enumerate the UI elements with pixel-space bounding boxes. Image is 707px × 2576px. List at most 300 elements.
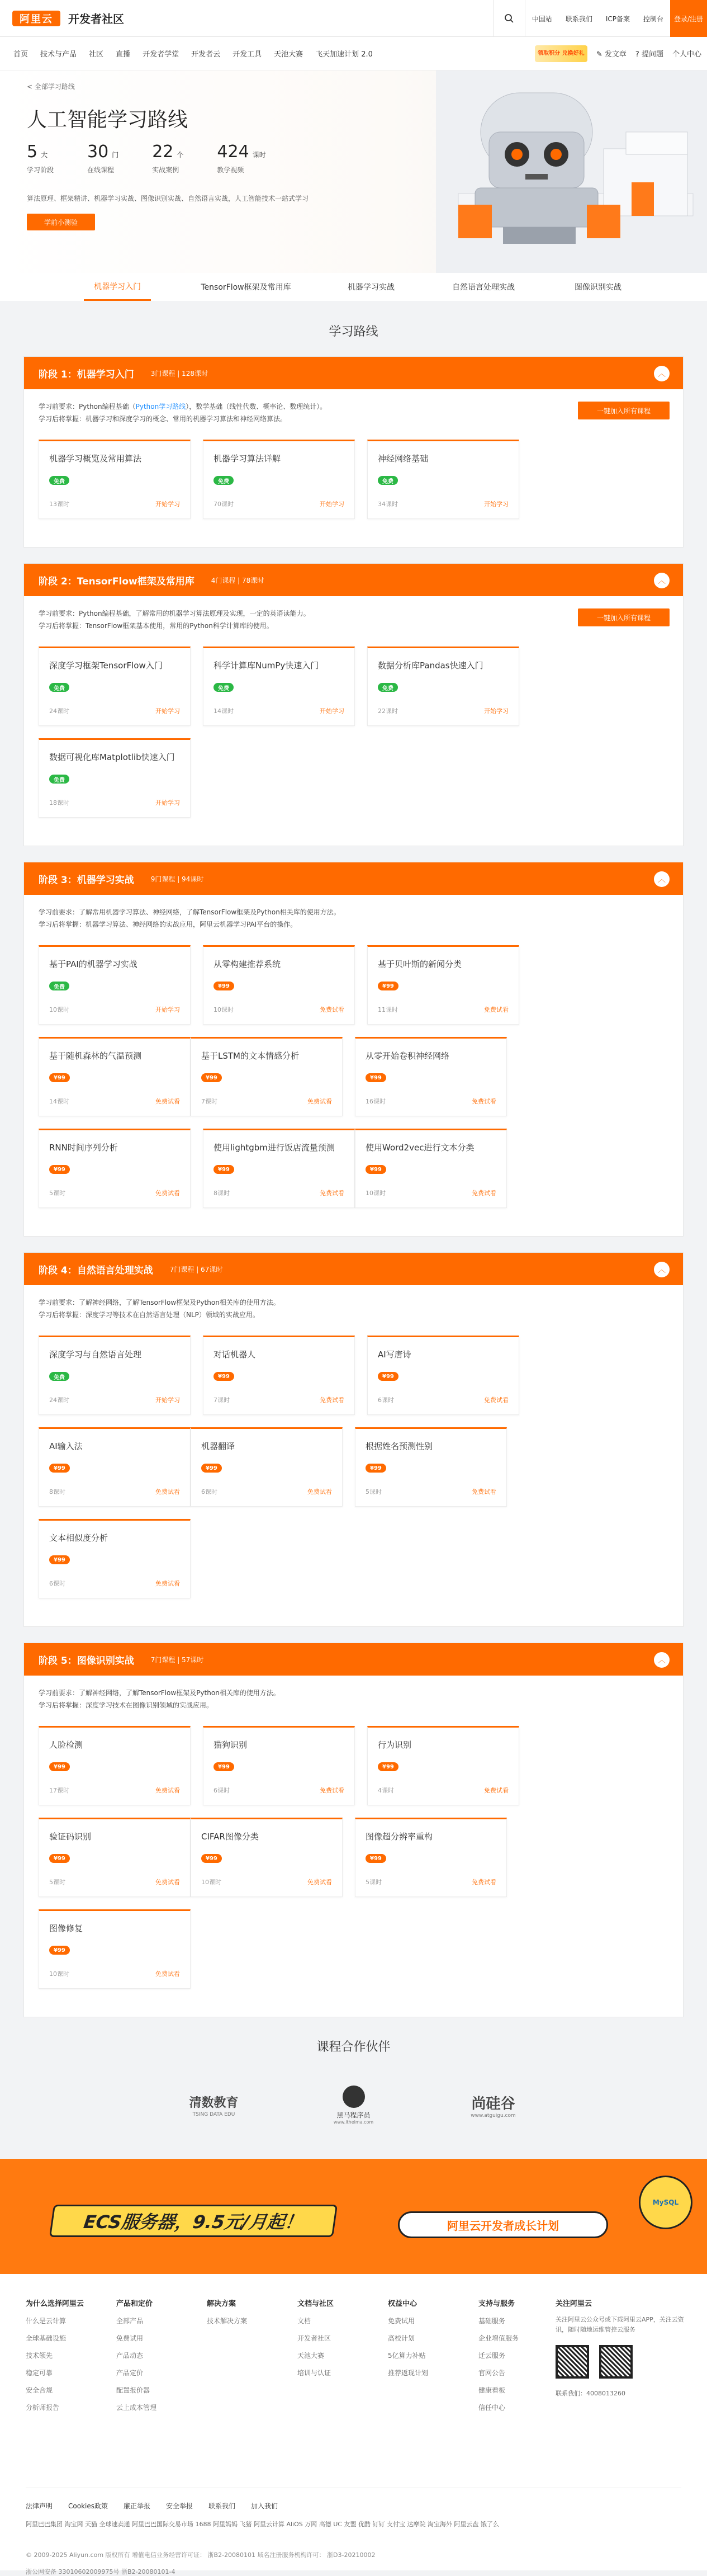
course-hours: 70课时 [213, 501, 234, 508]
price-badge: ¥99 [49, 1464, 70, 1473]
course-action-link[interactable]: 免费试看 [472, 1098, 496, 1105]
quiz-button[interactable]: 学前小测验 [27, 214, 95, 230]
course-action-link[interactable]: 开始学习 [155, 1396, 180, 1404]
stage-name: 阶段 4：自然语言处理实战 [39, 1265, 153, 1276]
course-hours: 5课时 [366, 1488, 382, 1495]
nav-item-live[interactable]: 直播 [116, 50, 131, 59]
course-card[interactable] [39, 1909, 191, 1989]
nav-item-feitian[interactable]: 飞天加速计划 2.0 [315, 50, 373, 59]
stage-body [24, 1676, 683, 2017]
stage-prerequisite: 学习前要求：Python编程基础，了解常用的机器学习算法原理及实现，一定的英语读能力。 [39, 610, 310, 617]
course-hours: 13课时 [49, 501, 69, 508]
main-nav [0, 37, 707, 70]
footer-link[interactable]: 企业增值服务 [478, 2334, 519, 2342]
nav-item-tools[interactable]: 开发工具 [232, 50, 262, 59]
course-hours: 18课时 [49, 799, 69, 806]
course-card[interactable] [39, 945, 191, 1025]
course-title[interactable]: 根据姓名预测性别 [366, 1441, 433, 1451]
points-promo[interactable]: 领取积分 兑换好礼 [535, 45, 587, 62]
course-card[interactable] [355, 1037, 507, 1116]
course-title[interactable]: 科学计算库NumPy快速入门 [213, 660, 319, 671]
footer-column-title: 权益中心 [388, 2300, 417, 2308]
course-hours: 6课时 [378, 1396, 394, 1404]
footer-link-contact[interactable]: 联系我们 [208, 2502, 236, 2510]
course-hours: 14课时 [49, 1098, 69, 1105]
partners [0, 2083, 707, 2127]
footer-column-title: 为什么选择阿里云 [26, 2300, 84, 2308]
course-action-link[interactable]: 免费试看 [320, 1787, 344, 1794]
stage-meta: 7门课程 | 57课时 [150, 1655, 204, 1664]
footer-column [207, 2297, 276, 2420]
footer-link[interactable]: 分析师报告 [26, 2404, 60, 2412]
course-card[interactable] [39, 1427, 191, 1507]
course-title[interactable]: AI写唐诗 [378, 1350, 411, 1360]
price-badge: ¥99 [49, 1555, 70, 1564]
search-icon[interactable] [494, 0, 525, 37]
footer-link[interactable]: 5亿算力补贴 [388, 2352, 426, 2360]
footer-link[interactable]: 产品动态 [116, 2352, 144, 2360]
login-button[interactable]: 登录/注册 [670, 0, 707, 37]
course-action-link[interactable]: 免费试看 [307, 1098, 332, 1105]
footer-copyright: © 2009-2025 Aliyun.com 版权所有 增值电信业务经营许可证： 浙B2-20080101 域名注册服务机构许可： 浙D3-20210002 [26, 2551, 376, 2559]
footer-link-security[interactable]: 安全举报 [166, 2502, 193, 2510]
banner-growth-text: 阿里云开发者成长计划 [398, 2211, 608, 2238]
course-card[interactable] [39, 647, 191, 726]
course-hours: 14课时 [213, 707, 234, 715]
course-title[interactable]: 机器翻译 [201, 1441, 235, 1451]
course-hours: 22课时 [378, 707, 398, 715]
footer-bottom-links [26, 2501, 293, 2511]
price-badge: 免费 [49, 683, 69, 692]
stage-1 [23, 356, 684, 548]
price-badge: ¥99 [366, 1165, 386, 1174]
course-action-link[interactable]: 开始学习 [155, 799, 180, 806]
course-title[interactable]: 基于随机森林的气温预测 [49, 1051, 142, 1061]
nav-item-community[interactable]: 社区 [89, 50, 104, 59]
tab-nlp[interactable]: 自然语言处理实战 [452, 283, 515, 292]
course-hours: 8课时 [213, 1190, 230, 1197]
nav-item-tianchi[interactable]: 天池大赛 [274, 50, 303, 59]
course-action-link[interactable]: 开始学习 [320, 501, 344, 508]
course-action-link[interactable]: 免费试看 [320, 1006, 344, 1013]
price-badge: ¥99 [366, 1854, 386, 1863]
site-name: 开发者社区 [68, 12, 124, 26]
course-card[interactable] [355, 1427, 507, 1507]
top-link-contact[interactable]: 联系我们 [565, 15, 592, 23]
stage-prerequisite: 学习前要求：了解神经网络，了解TensorFlow框架及Python相关库的使用方法。 [39, 1299, 280, 1306]
footer [0, 2274, 707, 2575]
stage-name: 阶段 1：机器学习入门 [39, 369, 134, 380]
banner-mysql-tag: MySQL [639, 2176, 692, 2229]
price-badge: 免费 [49, 982, 69, 990]
footer-link[interactable]: 官网公告 [478, 2369, 506, 2377]
course-action-link[interactable]: 免费试看 [320, 1190, 344, 1197]
tab-ml-practice[interactable]: 机器学习实战 [348, 283, 395, 292]
course-hours: 5课时 [49, 1879, 65, 1886]
course-action-link[interactable]: 免费试看 [307, 1488, 332, 1495]
footer-link[interactable]: 技术领先 [26, 2352, 53, 2360]
course-action-link[interactable]: 开始学习 [484, 707, 509, 715]
footer-link[interactable]: 培训与认证 [297, 2369, 331, 2377]
stage-prerequisite: 学习前要求：了解神经网络，了解TensorFlow框架及Python相关库的使用方法。 [39, 1689, 280, 1697]
ask-question-button[interactable]: ? 提问题 [635, 50, 663, 59]
course-title[interactable]: 图像修复 [49, 1923, 83, 1933]
stage-header[interactable] [24, 1253, 683, 1285]
course-card[interactable] [191, 1037, 343, 1116]
stage-name: 阶段 5：图像识别实战 [39, 1655, 134, 1667]
course-action-link[interactable]: 开始学习 [155, 501, 180, 508]
stage-outcome: 学习后将掌握：TensorFlow框架基本使用，常用的Python科学计算库的使用。 [39, 622, 273, 630]
price-badge: 免费 [49, 1372, 69, 1381]
course-action-link[interactable]: 免费试看 [484, 1396, 509, 1404]
course-card[interactable] [191, 1818, 343, 1897]
stage-meta: 9门课程 | 94课时 [150, 875, 204, 883]
course-action-link[interactable]: 免费试看 [484, 1787, 509, 1794]
collapse-chevron-up-icon[interactable]: ︿ [654, 1262, 670, 1277]
stage-body [24, 389, 683, 547]
course-card[interactable] [39, 1519, 191, 1598]
course-hours: 10课时 [49, 1006, 69, 1013]
course-action-link[interactable]: 免费试看 [155, 1879, 180, 1886]
course-grid [39, 1726, 668, 2001]
stage-outcome: 学习后将掌握：深度学习技术在图像识别领域的实战应用。 [39, 1701, 213, 1709]
stage-meta: 3门课程 | 128课时 [150, 369, 208, 378]
price-badge: 免费 [213, 476, 234, 485]
itheima-logo-icon [343, 2086, 365, 2108]
course-action-link[interactable]: 免费试看 [472, 1190, 496, 1197]
footer-link[interactable]: 全球基础设施 [26, 2334, 67, 2342]
write-article-label: 发文章 [604, 50, 627, 59]
course-card[interactable] [191, 1427, 343, 1507]
course-action-link[interactable]: 免费试看 [472, 1879, 496, 1886]
course-hours: 5课时 [366, 1879, 382, 1886]
hero-stats [27, 142, 300, 174]
course-title[interactable]: 深度学习与自然语言处理 [49, 1350, 142, 1360]
footer-link-integrity[interactable]: 廉正举报 [124, 2502, 151, 2510]
course-card[interactable] [203, 647, 355, 726]
footer-link[interactable]: 什么是云计算 [26, 2317, 67, 2325]
footer-link[interactable]: 安全合规 [26, 2386, 53, 2394]
footer-column [297, 2297, 367, 2420]
course-hours: 24课时 [49, 707, 69, 715]
stage-5 [23, 1643, 684, 2017]
tab-tensorflow[interactable]: TensorFlow框架及常用库 [201, 283, 291, 292]
course-card[interactable] [203, 1129, 355, 1208]
ask-question-label: 提问题 [641, 50, 663, 59]
course-action-link[interactable]: 免费试看 [320, 1396, 344, 1404]
footer-follow: 关注阿里云 关注阿里云公众号或下载阿里云APP，关注云资讯，随时随地运维管控云服务 联系我们：4008013260 [556, 2297, 690, 2398]
footer-column-title: 解决方案 [207, 2300, 236, 2308]
stage-meta: 4门课程 | 78课时 [211, 576, 264, 584]
footer-link[interactable]: 免费试用 [116, 2334, 144, 2342]
hero [0, 70, 707, 273]
contact-phone: 联系我们：4008013260 [556, 2390, 625, 2397]
course-card[interactable] [203, 440, 355, 519]
footer-link[interactable]: 云上成本管理 [116, 2404, 157, 2412]
stage-body [24, 895, 683, 1236]
stage-header[interactable] [24, 564, 683, 596]
price-badge: 免费 [49, 775, 69, 784]
course-title[interactable]: CIFAR图像分类 [201, 1832, 259, 1842]
course-card[interactable] [355, 1129, 507, 1208]
nav-right [521, 45, 701, 62]
nav-item-academy[interactable]: 开发者学堂 [143, 50, 179, 59]
course-hours: 34课时 [378, 501, 398, 508]
tab-cv[interactable]: 图像识别实战 [575, 283, 621, 292]
course-action-link[interactable]: 免费试看 [155, 1488, 180, 1495]
price-badge: ¥99 [213, 982, 234, 990]
course-hours: 11课时 [378, 1006, 398, 1013]
price-badge: ¥99 [213, 1762, 234, 1771]
footer-column [26, 2297, 95, 2420]
course-action-link[interactable]: 免费试看 [155, 1098, 180, 1105]
footer-group-links[interactable]: 阿里巴巴集团 淘宝网 天猫 全球速卖通 阿里巴巴国际交易市场 1688 阿里妈妈 飞猪 阿里云计算 AliOS 万网 高德 UC 友盟 优酷 钉钉 支付宝 达摩院 淘宝海外 阿里云盘 饿了么 [26, 2521, 499, 2528]
join-all-courses-button[interactable]: 一键加入所有课程 [578, 402, 670, 419]
nav-item-devcloud[interactable]: 开发者云 [191, 50, 221, 59]
footer-link[interactable]: 开发者社区 [297, 2334, 331, 2342]
course-grid [39, 647, 668, 830]
partners-title: 课程合作伙伴 [316, 2040, 391, 2054]
partner-tsingdata[interactable]: 清数教育 TSING DATA EDU [189, 2096, 239, 2117]
price-badge: ¥99 [49, 1946, 70, 1955]
footer-link-join[interactable]: 加入我们 [251, 2502, 278, 2510]
course-title[interactable]: 神经网络基础 [378, 454, 429, 464]
footer-link[interactable]: 技术解决方案 [207, 2317, 248, 2325]
stages-container [0, 356, 707, 2017]
course-title[interactable]: 行为识别 [378, 1740, 412, 1750]
course-title[interactable]: 使用lightgbm进行饭店流量预测 [213, 1143, 335, 1153]
course-card[interactable] [39, 1336, 191, 1415]
course-card[interactable] [203, 1336, 355, 1415]
course-hours: 24课时 [49, 1396, 69, 1404]
partner-atguigu[interactable]: 尚硅谷 www.atguigu.com [471, 2095, 516, 2119]
course-hours: 10课时 [366, 1190, 386, 1197]
course-title[interactable]: 基于贝叶斯的新闻分类 [378, 959, 462, 969]
tab-ml-intro[interactable]: 机器学习入门 [84, 273, 151, 301]
course-action-link[interactable]: 免费试看 [155, 1580, 180, 1587]
course-card[interactable] [39, 440, 191, 519]
course-hours: 6课时 [201, 1488, 217, 1495]
course-title[interactable]: RNN时间序列分析 [49, 1143, 118, 1153]
course-title[interactable]: 数据可视化库Matplotlib快速入门 [49, 752, 175, 762]
course-hours: 7课时 [213, 1396, 230, 1404]
partner-itheima[interactable]: 黑马程序员 www.itheima.com [284, 2083, 424, 2127]
course-hours: 6课时 [213, 1787, 230, 1794]
collapse-chevron-up-icon[interactable]: ︿ [654, 871, 670, 887]
course-title[interactable]: 人脸检测 [49, 1740, 83, 1750]
course-hours: 4课时 [378, 1787, 394, 1794]
footer-link[interactable]: 高校计划 [388, 2334, 415, 2342]
stage-prerequisite: 学习前要求：了解常用机器学习算法、神经网络，了解TensorFlow框架及Python相关库的使用方法。 [39, 908, 340, 916]
course-card[interactable] [355, 1818, 507, 1897]
course-card[interactable] [39, 1129, 191, 1208]
course-title[interactable]: 对话机器人 [213, 1350, 256, 1360]
course-card[interactable] [39, 1726, 191, 1805]
app-qr-icon [599, 2345, 633, 2379]
footer-link[interactable]: 推荐返现计划 [388, 2369, 429, 2377]
course-card[interactable] [203, 1726, 355, 1805]
stat-cases: 22 个 实战案例 [152, 142, 184, 174]
price-badge: ¥99 [201, 1464, 222, 1473]
stage-name: 阶段 3：机器学习实战 [39, 874, 134, 886]
price-badge: ¥99 [201, 1854, 222, 1863]
course-title[interactable]: AI输入法 [49, 1441, 83, 1451]
stage-outcome: 学习后将掌握：深度学习等技术在自然语言处理（NLP）领域的实战应用。 [39, 1311, 259, 1319]
logo[interactable] [12, 10, 124, 26]
stage-header[interactable] [24, 862, 683, 895]
footer-link[interactable]: 稳定可靠 [26, 2369, 53, 2377]
course-action-link[interactable]: 免费试看 [307, 1879, 332, 1886]
course-title[interactable]: 从零开始卷积神经网络 [366, 1051, 450, 1061]
user-center-button[interactable]: 个人中心 [672, 50, 701, 59]
robot-illustration [436, 70, 707, 273]
course-action-link[interactable]: 开始学习 [155, 707, 180, 715]
price-badge: ¥99 [49, 1165, 70, 1174]
top-link-region[interactable]: 中国站 [532, 15, 552, 23]
top-link-console[interactable]: 控制台 [643, 15, 663, 23]
promo-banner[interactable] [0, 2159, 707, 2274]
course-action-link[interactable]: 免费试看 [155, 1787, 180, 1794]
price-badge: 免费 [378, 476, 398, 485]
course-title[interactable]: 从零构建推荐系统 [213, 959, 281, 969]
footer-column-title: 支持与服务 [478, 2300, 515, 2308]
top-link-icp[interactable]: ICP备案 [605, 15, 630, 23]
footer-column [388, 2297, 457, 2420]
stage-3 [23, 862, 684, 1237]
section-title: 学习路线 [329, 325, 378, 339]
price-badge: 免费 [378, 683, 398, 692]
price-badge: ¥99 [378, 1372, 398, 1381]
footer-link[interactable]: 基础服务 [478, 2317, 506, 2325]
collapse-chevron-up-icon[interactable]: ︿ [654, 366, 670, 381]
course-hours: 5课时 [49, 1190, 65, 1197]
course-grid [39, 440, 668, 531]
write-article-button[interactable]: ✎ 发文章 [596, 50, 627, 59]
stat-stages: 5 大 学习阶段 [27, 142, 54, 174]
course-hours: 16课时 [366, 1098, 386, 1105]
course-card[interactable] [203, 945, 355, 1025]
course-card[interactable] [367, 1336, 519, 1415]
stage-prerequisite: 学习前要求：Python编程基础（Python学习路线），数学基础（线性代数、概率论、数理统计）。 [39, 403, 327, 411]
stage-4 [23, 1252, 684, 1627]
collapse-chevron-up-icon[interactable]: ︿ [654, 573, 670, 588]
price-badge: ¥99 [213, 1372, 234, 1381]
stage-body [24, 596, 683, 846]
course-action-link[interactable]: 免费试看 [484, 1006, 509, 1013]
course-title[interactable]: 深度学习框架TensorFlow入门 [49, 660, 163, 671]
price-badge: ¥99 [201, 1073, 222, 1082]
stage-outcome: 学习后将掌握：机器学习算法、神经网络的实战应用，阿里云机器学习PAI平台的操作。 [39, 921, 297, 928]
stat-courses: 30 门 在线课程 [87, 142, 119, 174]
nav-item-tech[interactable]: 技术与产品 [40, 50, 77, 59]
course-title[interactable]: 文本相似度分析 [49, 1533, 108, 1543]
course-title[interactable]: 验证码识别 [49, 1832, 92, 1842]
join-all-courses-button[interactable]: 一键加入所有课程 [578, 608, 670, 626]
course-title[interactable]: 数据分析库Pandas快速入门 [378, 660, 483, 671]
footer-link[interactable]: 信任中心 [478, 2404, 506, 2412]
course-card[interactable] [367, 440, 519, 519]
course-card[interactable] [39, 1818, 191, 1897]
footer-link[interactable]: 天池大赛 [297, 2352, 325, 2360]
page-title: 人工智能学习路线 [27, 108, 188, 131]
price-badge: ¥99 [49, 1762, 70, 1771]
price-badge: ¥99 [366, 1464, 386, 1473]
course-title[interactable]: 机器学习概览及常用算法 [49, 454, 142, 464]
breadcrumb[interactable]: < 全部学习路线 [27, 83, 75, 91]
course-hours: 10课时 [201, 1879, 221, 1886]
course-title[interactable]: 机器学习算法详解 [213, 454, 281, 464]
course-title[interactable]: 基于LSTM的文本情感分析 [201, 1051, 299, 1061]
course-action-link[interactable]: 开始学习 [155, 1006, 180, 1013]
course-card[interactable] [367, 945, 519, 1025]
footer-link[interactable]: 健康看板 [478, 2386, 506, 2394]
price-badge: ¥99 [378, 1762, 398, 1771]
stage-outcome: 学习后将掌握：机器学习和深度学习的概念、常用的机器学习算法和神经网络算法。 [39, 415, 287, 423]
top-right [493, 0, 707, 37]
course-grid [39, 1336, 668, 1611]
course-card[interactable] [39, 1037, 191, 1116]
footer-column [478, 2297, 548, 2420]
footer-link[interactable]: 产品定价 [116, 2369, 144, 2377]
stage-meta: 7门课程 | 67课时 [169, 1265, 223, 1273]
course-action-link[interactable]: 开始学习 [320, 707, 344, 715]
course-hours: 10课时 [49, 1970, 69, 1978]
footer-link-legal[interactable]: 法律声明 [26, 2502, 53, 2510]
course-action-link[interactable]: 免费试看 [155, 1970, 180, 1978]
course-title[interactable]: 使用Word2vec进行文本分类 [366, 1143, 475, 1153]
footer-link[interactable]: 文档 [297, 2317, 311, 2325]
python-roadmap-link[interactable]: Python学习路线 [135, 403, 186, 411]
footer-link[interactable]: 全部产品 [116, 2317, 144, 2325]
nav-item-home[interactable]: 首页 [13, 50, 29, 59]
hero-description: 算法原理、框架精讲、机器学习实战、图像识别实战、自然语言实战，人工智能技术一站式学习 [27, 195, 309, 202]
course-hours: 6课时 [49, 1580, 65, 1587]
course-card[interactable] [39, 738, 191, 818]
price-badge: ¥99 [49, 1854, 70, 1863]
aliyun-logo[interactable]: 阿里云 [12, 11, 60, 26]
course-grid [39, 945, 668, 1220]
stage-2 [23, 563, 684, 846]
stage-body [24, 1285, 683, 1626]
collapse-chevron-up-icon[interactable]: ︿ [654, 1652, 670, 1668]
stat-videos: 424 课时 教学视频 [217, 142, 266, 174]
top-bar [0, 0, 707, 37]
footer-link-cookies[interactable]: Cookies政策 [68, 2502, 108, 2510]
stage-header[interactable] [24, 1643, 683, 1676]
course-title[interactable]: 基于PAI的机器学习实战 [49, 959, 137, 969]
stage-tabs [0, 273, 707, 301]
footer-link[interactable]: 迁云服务 [478, 2352, 506, 2360]
course-hours: 10课时 [213, 1006, 234, 1013]
course-card[interactable] [367, 647, 519, 726]
wechat-qr-icon [556, 2345, 589, 2379]
course-hours: 17课时 [49, 1787, 69, 1794]
course-card[interactable] [367, 1726, 519, 1805]
course-action-link[interactable]: 免费试看 [472, 1488, 496, 1495]
footer-link[interactable]: 免费试用 [388, 2317, 415, 2325]
course-action-link[interactable]: 免费试看 [155, 1190, 180, 1197]
footer-beian: 浙公网安备 33010602009975号 浙B2-20080101-4 [26, 2568, 175, 2575]
course-title[interactable]: 猫狗识别 [213, 1740, 248, 1750]
footer-link[interactable]: 配置报价器 [116, 2386, 150, 2394]
footer-column-title: 产品和定价 [116, 2300, 153, 2308]
footer-column [116, 2297, 186, 2420]
course-title[interactable]: 图像超分辨率重构 [366, 1832, 433, 1842]
stage-header[interactable] [24, 357, 683, 389]
course-action-link[interactable]: 开始学习 [484, 501, 509, 508]
price-badge: ¥99 [366, 1073, 386, 1082]
price-badge: 免费 [49, 476, 69, 485]
